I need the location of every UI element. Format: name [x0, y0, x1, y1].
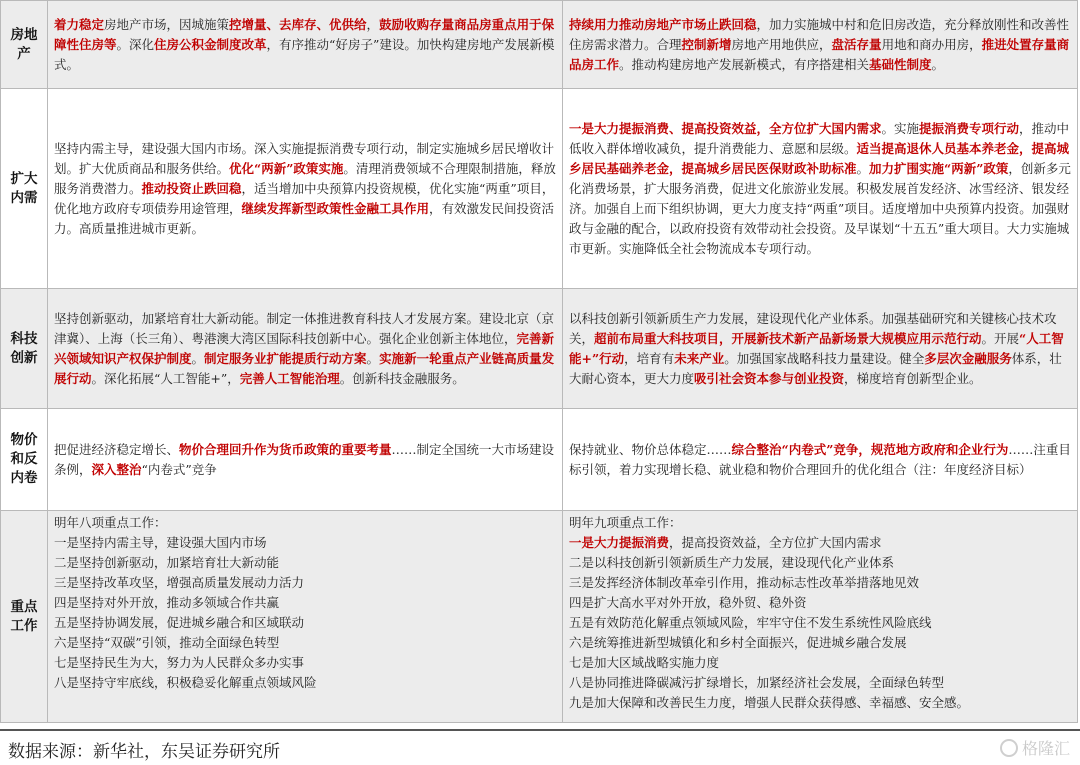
body-text: 体系，壮大耐心资本，更大力度 [569, 350, 1062, 386]
body-text: 。 [191, 350, 205, 366]
highlight-text: 加力扩围实施“两新”政策 [869, 160, 1009, 176]
body-text: ，培育有 [624, 350, 675, 366]
body-text: 。开展 [981, 330, 1020, 346]
list-item: 五是有效防范化解重点领域风险，牢牢守住不发生系统性风险底线 [569, 615, 932, 630]
category-cell: 重点工作 [1, 511, 48, 723]
list-item: 七是加大区域战略实施力度 [569, 655, 720, 670]
body-text: 。推动构建房地产发展新模式，有序搭建相关 [619, 56, 870, 72]
highlight-text: 控制新增 [681, 36, 732, 52]
body-text: ，有效激发民间投资活力。高质量推进城市更新。 [54, 200, 555, 236]
body-text: “内卷式”竞争 [141, 461, 217, 477]
watermark-text: 格隆汇 [1021, 739, 1070, 758]
highlight-text: 住房公积金制度改革 [154, 36, 267, 52]
highlight-text: 持续用力推动房地产市场止跌回稳 [569, 16, 757, 32]
body-text: ，适当增加中央预算内投资规模，优化实施“两重”项目，优化地方政府专项债券用途管理， [54, 180, 555, 216]
highlight-text: 深入整治 [91, 461, 142, 477]
highlight-text: 优化“两新”政策实施 [229, 160, 344, 176]
table-row [1, 89, 1078, 289]
highlight-text: 吸引社会资本参与创业投资 [694, 370, 845, 386]
highlight-text: 控增量、去库存、优供给 [229, 16, 367, 32]
body-text: 坚持内需主导，建设强大国内市场。深入实施提振消费专项行动，制定实施城乡居民增收计划。扩大优质商品和服务供给。 [54, 140, 555, 176]
category-cell: 物价和反内卷 [1, 409, 48, 511]
body-text: 。实施 [881, 120, 920, 136]
body-text: ，推动中低收入群体增收减负，提升消费能力、意愿和层级。 [569, 120, 1070, 156]
highlight-text: 未来产业 [674, 350, 725, 366]
body-text: 坚持创新驱动，加紧培育壮大新动能。制定一体推进教育科技人才发展方案。建设北京（京津冀）、上海（长三角）、粤港澳大湾区国际科技创新中心。强化企业创新主体地位， [54, 310, 555, 346]
list-item: 七是坚持民生为大，努力为人民群众多办实事 [54, 655, 305, 670]
category-cell: 房地产 [1, 1, 48, 89]
body-text: 用地和商办用房， [881, 36, 982, 52]
body-text: 以科技创新引领新质生产力发展，建设现代化产业体系。加强基础研究和关键核心技术攻关， [569, 310, 1057, 346]
right-cell [563, 89, 1078, 289]
list-title: 明年八项重点工作： [54, 515, 167, 530]
source-divider [0, 729, 1080, 731]
table-row [1, 409, 1078, 511]
body-text: ……注重目标引领，着力实现增长稳、就业稳和物价合理回升的优化组合（注：年度经济目标） [569, 441, 1071, 477]
highlight-text: “人工智能+”行动 [569, 330, 1064, 366]
highlight-text: 完善人工智能治理 [239, 370, 340, 386]
body-text: 。 [856, 160, 870, 176]
highlight-text: 物价合理回升作为货币政策的重要考量 [179, 441, 392, 457]
highlight-text: 超前布局重大科技项目，开展新技术新产品新场景大规模应用示范行动 [594, 330, 982, 346]
body-text: 。创新科技金融服务。 [339, 370, 465, 386]
watermark [1000, 736, 1070, 759]
list-item: 一是坚持内需主导，建设强大国内市场 [54, 535, 267, 550]
right-key-work-list [563, 511, 1078, 723]
highlight-text: 鼓励收购存量商品房重点用于保障性住房等 [54, 16, 555, 52]
list-item: 四是坚持对外开放，推动多领域合作共赢 [54, 595, 280, 610]
list-item: 三是发挥经济体制改革牵引作用，推动标志性改革举措落地见效 [569, 575, 920, 590]
highlight-text: 综合整治“内卷式”竞争，规范地方政府和企业行为 [731, 441, 1009, 457]
list-item: 三是坚持改革攻坚，增强高质量发展动力活力 [54, 575, 305, 590]
body-text: ，梯度培育创新型企业。 [844, 370, 982, 386]
highlight-text: 盘活存量 [831, 36, 882, 52]
highlight-text: 完善新兴领域知识产权保护制度 [54, 330, 555, 366]
watermark-logo-icon [1000, 739, 1018, 757]
highlight-text: 着力稳定 [54, 16, 105, 32]
list-item: 二是以科技创新引领新质生产力发展，建设现代化产业体系 [569, 555, 895, 570]
list-item: 二是坚持创新驱动，加紧培育壮大新动能 [54, 555, 280, 570]
list-item: 八是协同推进降碳减污扩绿增长，加紧经济社会发展，全面绿色转型 [569, 675, 945, 690]
list-item: 五是坚持协调发展，促进城乡融合和区域联动 [54, 615, 305, 630]
right-cell [563, 289, 1078, 409]
body-text: ，加力实施城中村和危旧房改造，充分释放刚性和改善性住房需求潜力。合理 [569, 16, 1070, 52]
body-text: 。深化拓展“人工智能+”， [91, 370, 240, 386]
highlight-text: 一是大力提振消费 [569, 535, 670, 550]
highlight-text: 多层次金融服务 [924, 350, 1012, 366]
right-cell [563, 1, 1078, 89]
highlight-text: 实施新一轮重点产业链高质量发展行动 [54, 350, 555, 386]
body-text: 。清理消费领域不合理限制措施，释放服务消费潜力。 [54, 160, 556, 196]
source-note: 数据来源：新华社，东吴证券研究所 [8, 742, 280, 762]
left-cell [48, 1, 563, 89]
list-title: 明年九项重点工作： [569, 515, 682, 530]
category-cell: 科技创新 [1, 289, 48, 409]
highlight-text: 继续发挥新型政策性金融工具作用 [241, 200, 430, 216]
body-text: ……制定全国统一大市场建设条例， [54, 441, 555, 477]
body-text: ，有序推动“好房子”建设。加快构建房地产发展新模式。 [54, 36, 555, 72]
list-item: 八是坚持守牢底线，积极稳妥化解重点领域风险 [54, 675, 317, 690]
highlight-text: 适当提高退休人员基本养老金，提高城乡居民基础养老金，提高城乡居民医保财政补助标准 [569, 140, 1070, 176]
body-text: 。 [931, 56, 945, 72]
table-row [1, 511, 1078, 723]
body-text: 房地产市场，因城施策 [104, 16, 230, 32]
list-item: 六是统筹推进新型城镇化和乡村全面振兴，促进城乡融合发展 [569, 635, 907, 650]
list-item: 六是坚持“双碳”引领，推动全面绿色转型 [54, 635, 280, 650]
list-item: 四是扩大高水平对外开放，稳外贸、稳外资 [569, 595, 807, 610]
body-text: 保持就业、物价总体稳定…… [569, 441, 732, 457]
list-item: 九是加大保障和改善民生力度，增强人民群众获得感、幸福感、安全感。 [569, 695, 970, 710]
table-row [1, 1, 1078, 89]
left-key-work-list [48, 511, 563, 723]
body-text: 。加强国家战略科技力量建设。健全 [724, 350, 925, 366]
list-item-text: ，提高投资效益，全方位扩大国内需求 [669, 535, 882, 550]
body-text: ，创新多元化消费场景，扩大服务消费，促进文化旅游业发展。积极发展首发经济、冰雪经济、银发经济。加强自上而下组织协调，更大力度支持“两重”项目。适度增加中央预算内投资。加强财政与金融的配合，以政府投资有效带动社会投资。及早谋划“十五五”重大项目。大力实施城市更新。实施降低全社会物流成本专项行动。 [569, 160, 1071, 256]
table-row [1, 289, 1078, 409]
highlight-text: 基础性制度 [869, 56, 932, 72]
highlight-text: 推动投资止跌回稳 [141, 180, 242, 196]
body-text: 。深化 [116, 36, 155, 52]
left-cell [48, 409, 563, 511]
right-cell [563, 409, 1078, 511]
body-text: 。 [366, 350, 380, 366]
body-text: ， [366, 16, 380, 32]
highlight-text: 一是大力提振消费、提高投资效益，全方位扩大国内需求 [569, 120, 882, 136]
list-item [569, 533, 1071, 553]
highlight-text: 推进处置存量商品房工作 [569, 36, 1070, 72]
highlight-text: 提振消费专项行动 [919, 120, 1020, 136]
highlight-text: 制定服务业扩能提质行动方案 [204, 350, 367, 366]
left-cell [48, 89, 563, 289]
body-text: 把促进经济稳定增长、 [54, 441, 180, 457]
left-cell [48, 289, 563, 409]
category-cell: 扩大内需 [1, 89, 48, 289]
body-text: 房地产用地供应， [731, 36, 832, 52]
